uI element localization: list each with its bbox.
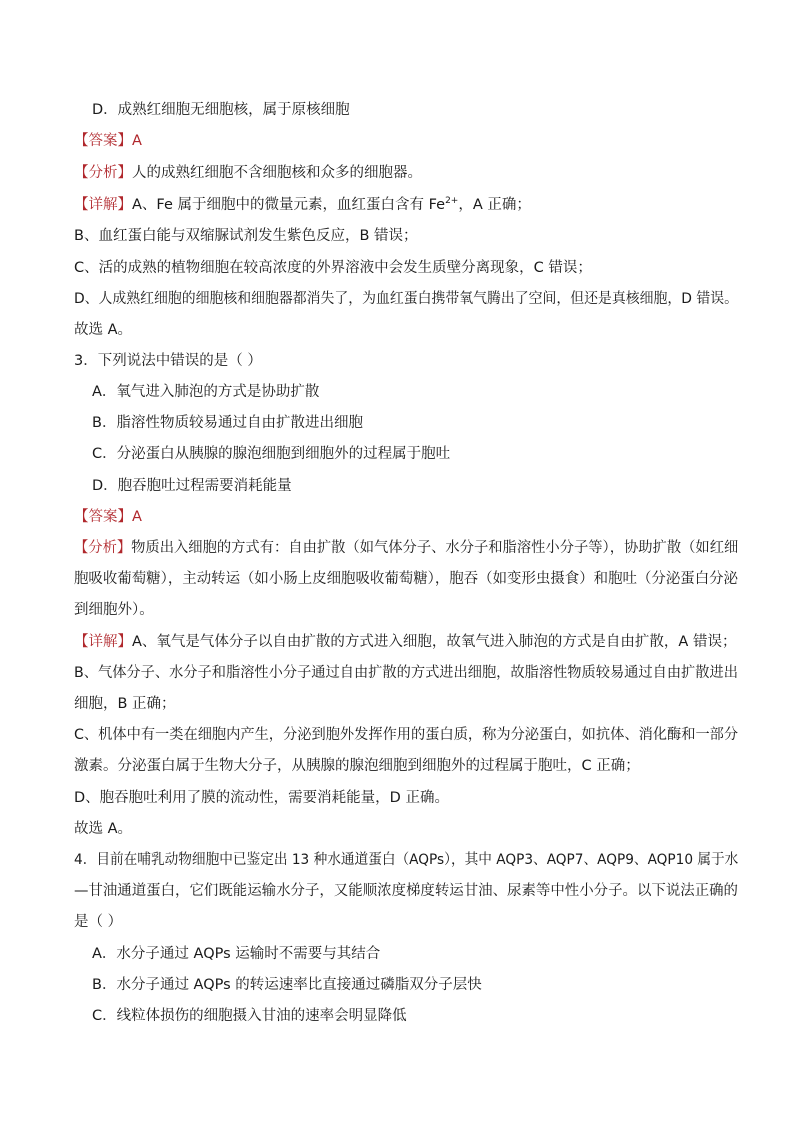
q3-detail-c-2: 激素。分泌蛋白属于生物大分子，从胰腺的腺泡细胞到细胞外的过程属于胞吐，C 正确； <box>74 758 640 774</box>
q4-option-b: B．水分子通过 AQPs 的转运速率比直接通过磷脂双分子层快 <box>92 977 482 993</box>
detail-a-text: A、Fe 属于细胞中的微量元素，血红蛋白含有 Fe <box>132 197 446 213</box>
analysis-tag: 【分析】 <box>74 540 132 556</box>
q2-conclusion: 故选 A。 <box>74 322 133 338</box>
q2-detail-c: C、活的成熟的植物细胞在较高浓度的外界溶液中会发生质壁分离现象，C 错误； <box>74 260 592 276</box>
q3-answer-line <box>74 507 142 527</box>
q3-detail-a <box>74 632 736 652</box>
detail-tag: 【详解】 <box>74 634 132 650</box>
answer-tag: 【答案】 <box>74 509 132 525</box>
q4-option-c: C．线粒体损伤的细胞摄入甘油的速率会明显降低 <box>92 1008 407 1024</box>
q3-detail-d: D、胞吞胞吐利用了膜的流动性，需要消耗能量，D 正确。 <box>74 790 449 806</box>
q4-stem-line-3: 是（ ） <box>74 914 123 930</box>
analysis-text: 物质出入细胞的方式有：自由扩散（如气体分子、水分子和脂溶性小分子等），协助扩散（如红细 <box>131 540 739 556</box>
detail-a-post: ，A 正确； <box>458 197 531 213</box>
q3-detail-b-1: B、气体分子、水分子和脂溶性小分子通过自由扩散的方式进出细胞，故脂溶性物质较易通过自由扩散进出 <box>74 665 738 681</box>
analysis-text: 人的成熟红细胞不含细胞核和众多的细胞器。 <box>132 165 422 181</box>
q3-analysis-line-1 <box>74 538 738 558</box>
q3-conclusion: 故选 A。 <box>74 821 133 837</box>
q3-detail-c-1: C、机体中有一类在细胞内产生，分泌到胞外发挥作用的蛋白质，称为分泌蛋白，如抗体、消化酶和一部分 <box>74 727 739 743</box>
q3-option-c: C．分泌蛋白从胰腺的腺泡细胞到细胞外的过程属于胞吐 <box>92 446 451 462</box>
q3-analysis-line-2: 胞吸收葡萄糖），主动转运（如小肠上皮细胞吸收葡萄糖），胞吞（如变形虫摄食）和胞吐（分泌蛋白分泌 <box>74 571 738 587</box>
q3-option-b: B．脂溶性物质较易通过自由扩散进出细胞 <box>92 415 363 431</box>
q2-analysis-line <box>74 163 422 183</box>
q3-stem: 3．下列说法中错误的是（ ） <box>74 353 262 369</box>
answer-value: A <box>132 509 142 525</box>
q3-detail-b-2: 细胞，B 正确； <box>74 696 176 712</box>
answer-value: A <box>132 133 142 149</box>
detail-tag: 【详解】 <box>74 197 132 213</box>
analysis-tag: 【分析】 <box>74 165 132 181</box>
q3-option-a: A．氧气进入肺泡的方式是协助扩散 <box>92 384 320 400</box>
q4-option-a: A．水分子通过 AQPs 运输时不需要与其结合 <box>92 946 381 962</box>
q3-analysis-line-3: 到细胞外）。 <box>74 602 154 618</box>
answer-tag: 【答案】 <box>74 133 132 149</box>
q2-detail-d: D、人成熟红细胞的细胞核和细胞器都消失了，为血红蛋白携带氧气腾出了空间，但还是真核细胞，D 错误。 <box>74 291 738 307</box>
fe-superscript: 2+ <box>445 196 459 207</box>
detail-a-text: A、氧气是气体分子以自由扩散的方式进入细胞，故氧气进入肺泡的方式是自由扩散，A 错误； <box>132 634 737 650</box>
q2-answer-line <box>74 131 142 151</box>
q3-option-d: D．胞吞胞吐过程需要消耗能量 <box>92 478 292 494</box>
q4-stem-line-2: —甘油通道蛋白，它们既能运输水分子，又能顺浓度梯度转运甘油、尿素等中性小分子。以下说法正确的 <box>74 883 738 899</box>
q4-stem-line-1: 4．目前在哺乳动物细胞中已鉴定出 13 种水通道蛋白（AQPs），其中 AQP3、AQP7、AQP9、AQP10 属于水 <box>74 852 739 868</box>
q2-option-d: D．成熟红细胞无细胞核，属于原核细胞 <box>92 102 350 118</box>
q2-detail-b: B、血红蛋白能与双缩脲试剂发生紫色反应，B 错误； <box>74 228 418 244</box>
q2-detail-a <box>74 195 531 215</box>
